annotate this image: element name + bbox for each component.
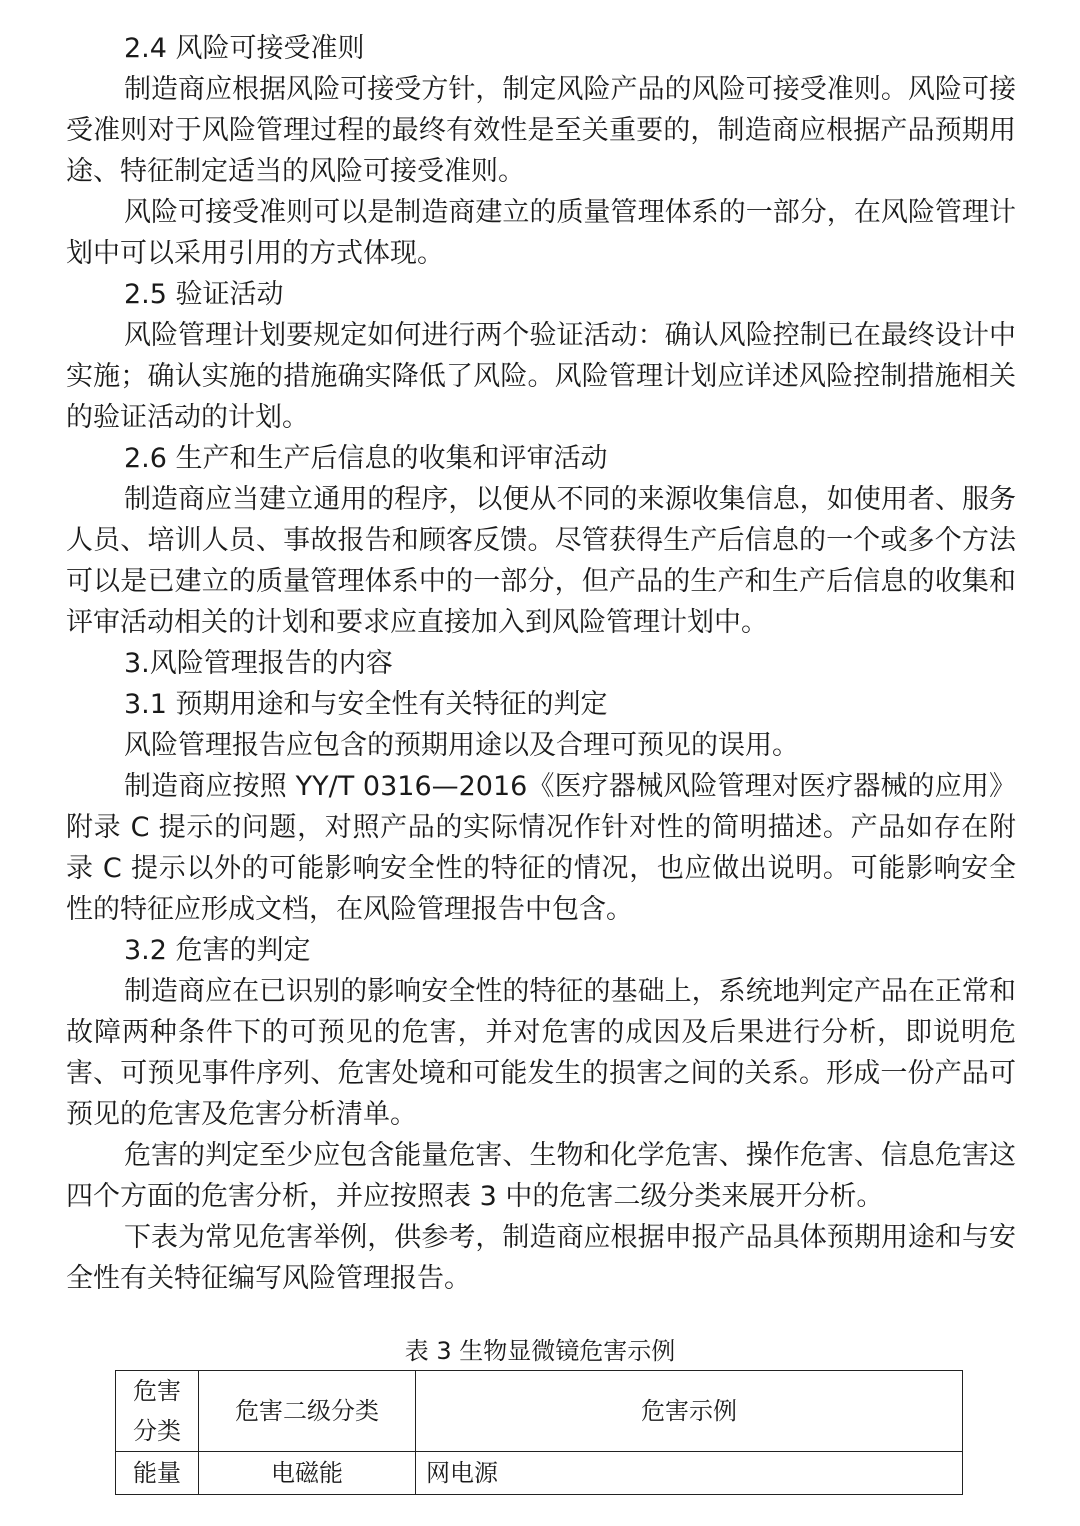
header-cell-hazard-example: 危害示例 bbox=[416, 1371, 963, 1452]
header-cell-secondary-category: 危害二级分类 bbox=[199, 1371, 416, 1452]
cell-secondary-category: 电磁能 bbox=[199, 1452, 416, 1495]
paragraph: 危害的判定至少应包含能量危害、生物和化学危害、操作危害、信息危害这四个方面的危害分析，并应按照表 3 中的危害二级分类来展开分析。 bbox=[66, 1140, 1016, 1212]
paragraph: 风险管理计划要规定如何进行两个验证活动：确认风险控制已在最终设计中实施；确认实施的措施确实降低了风险。风险管理计划应详述风险控制措施相关的验证活动的计划。 bbox=[66, 320, 1016, 433]
document-body bbox=[66, 28, 1016, 1299]
table-header-row bbox=[116, 1371, 963, 1452]
cell-hazard-category: 能量 bbox=[116, 1452, 199, 1495]
section-heading: 3.风险管理报告的内容 bbox=[124, 648, 393, 679]
section-heading: 3.2 危害的判定 bbox=[124, 935, 311, 966]
header-cell-hazard-category bbox=[116, 1371, 199, 1452]
paragraph: 风险管理报告应包含的预期用途以及合理可预见的误用。 bbox=[124, 730, 799, 761]
paragraph: 风险可接受准则可以是制造商建立的质量管理体系的一部分，在风险管理计划中可以采用引用的方式体现。 bbox=[66, 197, 1016, 269]
paragraph: 制造商应按照 YY/T 0316—2016《医疗器械风险管理对医疗器械的应用》附录 C 提示的问题，对照产品的实际情况作针对性的简明描述。产品如存在附录 C 提示以外的可能影响安全性的特征的情况，也应做出说明。可能影响安全性的特征应形成文档，在风险管理报告中包含。 bbox=[66, 771, 1016, 925]
paragraph: 制造商应根据风险可接受方针，制定风险产品的风险可接受准则。风险可接受准则对于风险管理过程的最终有效性是至关重要的，制造商应根据产品预期用途、特征制定适当的风险可接受准则。 bbox=[66, 74, 1016, 187]
table-caption: 表 3 生物显微镜危害示例 bbox=[404, 1337, 676, 1365]
hazard-table bbox=[115, 1370, 963, 1495]
section-heading: 3.1 预期用途和与安全性有关特征的判定 bbox=[124, 689, 608, 720]
table-row bbox=[116, 1452, 963, 1495]
section-heading: 2.6 生产和生产后信息的收集和评审活动 bbox=[124, 443, 608, 474]
section-heading: 2.4 风险可接受准则 bbox=[124, 33, 365, 64]
paragraph: 制造商应当建立通用的程序，以便从不同的来源收集信息，如使用者、服务人员、培训人员、事故报告和顾客反馈。尽管获得生产后信息的一个或多个方法可以是已建立的质量管理体系中的一部分，但产品的生产和生产后信息的收集和评审活动相关的计划和要求应直接加入到风险管理计划中。 bbox=[66, 484, 1016, 638]
cell-hazard-example: 网电源 bbox=[416, 1452, 963, 1495]
paragraph: 下表为常见危害举例，供参考，制造商应根据申报产品具体预期用途和与安全性有关特征编写风险管理报告。 bbox=[66, 1222, 1016, 1294]
paragraph: 制造商应在已识别的影响安全性的特征的基础上，系统地判定产品在正常和故障两种条件下的可预见的危害，并对危害的成因及后果进行分析，即说明危害、可预见事件序列、危害处境和可能发生的损害之间的关系。形成一份产品可预见的危害及危害分析清单。 bbox=[66, 976, 1016, 1130]
header-label: 危害分类 bbox=[133, 1377, 181, 1445]
section-heading: 2.5 验证活动 bbox=[124, 279, 284, 310]
